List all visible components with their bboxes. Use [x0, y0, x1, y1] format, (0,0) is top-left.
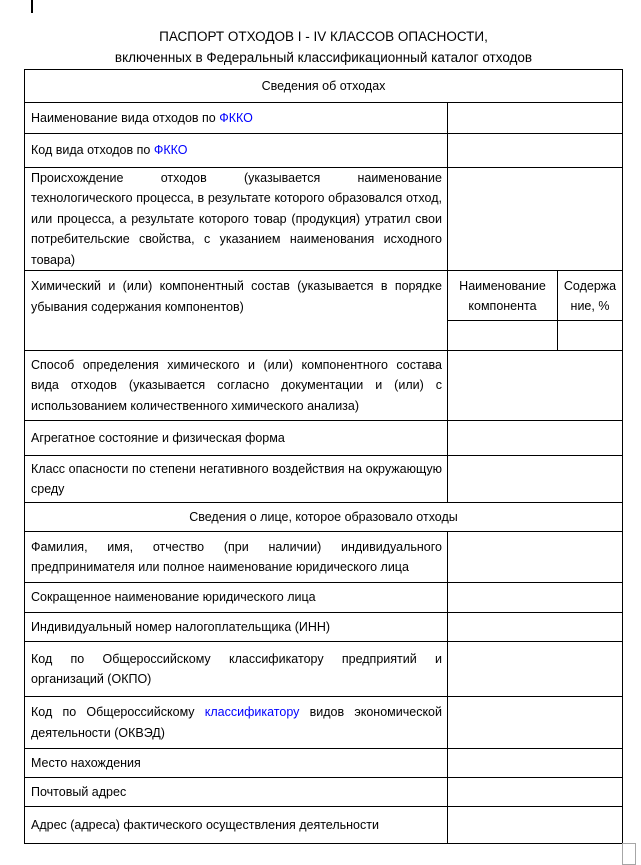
- label-text: Индивидуальный номер налогоплательщика (ИНН): [31, 619, 331, 634]
- cell-text: [31, 459, 442, 500]
- document-title: [24, 26, 623, 68]
- value-cell[interactable]: [448, 532, 622, 582]
- chem-subheader-component: [448, 271, 558, 321]
- cell-text: [31, 649, 442, 690]
- cell-text: [31, 587, 442, 608]
- cell-text: [31, 168, 442, 270]
- value-cell[interactable]: [448, 351, 622, 420]
- hyperlink[interactable]: ФККО: [153, 143, 188, 158]
- row-okpo: [25, 642, 622, 697]
- row-inn: [25, 613, 622, 642]
- label-text: Класс опасности по степени негативного воздействия на окружающую среду: [31, 461, 442, 496]
- section-person-info: [25, 503, 622, 532]
- row-label: [25, 103, 448, 133]
- row-label: [25, 271, 448, 350]
- row-waste-code-fkko: [25, 134, 622, 168]
- value-cell[interactable]: [448, 421, 622, 455]
- cell-text: [31, 702, 442, 743]
- document-title-line1: ПАСПОРТ ОТХОДОВ I - IV КЛАССОВ ОПАСНОСТИ,: [159, 29, 488, 44]
- label-text: Способ определения химического и (или) компонентного состава вида отходов (указывается согласно документации и (или) с использованием количественного химического анализа): [31, 357, 442, 413]
- chem-component-value-cell[interactable]: [448, 321, 558, 350]
- row-label: [25, 421, 448, 455]
- value-cell[interactable]: [448, 642, 622, 696]
- row-label: [25, 351, 448, 420]
- cell-text: [31, 815, 442, 836]
- label-text: Фамилия, имя, отчество (при наличии) индивидуального предпринимателя или полное наименование юридического лица: [31, 539, 442, 574]
- row-method: [25, 351, 622, 421]
- row-okved: [25, 697, 622, 749]
- label-text: Почтовый адрес: [31, 784, 127, 799]
- row-origin: [25, 168, 622, 271]
- chem-subheader-content-text: Содержание, %: [563, 278, 617, 313]
- section-header: [25, 503, 622, 531]
- value-cell[interactable]: [448, 583, 622, 612]
- row-postal-address: [25, 778, 622, 807]
- row-chem-composition: [25, 271, 622, 351]
- cell-text: [31, 428, 442, 449]
- chem-subheader-component-text: Наименование компонента: [459, 278, 546, 313]
- label-text: Наименование вида отходов по: [31, 110, 220, 125]
- value-cell[interactable]: [448, 103, 622, 133]
- cell-text: [31, 108, 442, 129]
- row-location: [25, 749, 622, 778]
- label-text: Код по Общероссийскому: [31, 705, 205, 719]
- hyperlink[interactable]: классификатору: [204, 705, 300, 719]
- value-cell[interactable]: [448, 613, 622, 641]
- row-label: [25, 613, 448, 641]
- cell-text: [31, 753, 442, 774]
- row-label: [25, 532, 448, 582]
- label-text: Агрегатное состояние и физическая форма: [31, 430, 285, 445]
- value-cell[interactable]: [448, 168, 622, 270]
- label-text: видов экономической деятельности (ОКВЭД): [31, 705, 442, 740]
- row-label: [25, 168, 448, 270]
- row-hazard-class: [25, 456, 622, 503]
- value-cell[interactable]: [448, 697, 622, 748]
- row-label: [25, 134, 448, 167]
- value-cell[interactable]: [448, 456, 622, 502]
- label-text: Происхождение отходов (указывается наименование технологического процесса, в результате которого образовался отход, или процесса, а результате которого товар (продукция) утратил свои потребительские свойства, с указанием наименования исходного товара): [31, 170, 442, 267]
- label-text: Сокращенное наименование юридического лица: [31, 590, 316, 605]
- row-label: [25, 456, 448, 502]
- row-aggregate-state: [25, 421, 622, 456]
- row-label: [25, 642, 448, 696]
- hyperlink[interactable]: ФККО: [219, 110, 253, 125]
- cell-text: [31, 782, 442, 803]
- label-text: Место нахождения: [31, 755, 141, 770]
- chem-content-value-cell[interactable]: [558, 321, 622, 350]
- section-header-text: Сведения об отходах: [261, 78, 386, 93]
- section-waste-info: [25, 70, 622, 103]
- row-label: [25, 778, 448, 806]
- label-text: Адрес (адреса) фактического осуществления деятельности: [31, 817, 379, 832]
- cell-text: [31, 537, 442, 578]
- document-title-line2: включенных в Федеральный классификационный каталог отходов: [114, 50, 533, 65]
- row-person-fio: [25, 532, 622, 583]
- row-short-name: [25, 583, 622, 613]
- value-cell[interactable]: [448, 807, 622, 843]
- waste-table: [24, 69, 623, 844]
- row-waste-name-fkko: [25, 103, 622, 134]
- section-header-text: Сведения о лице, которое образовало отходы: [189, 509, 458, 524]
- cell-text: [31, 276, 442, 317]
- label-text: Химический и (или) компонентный состав (указывается в порядке убывания содержания компонентов): [31, 279, 442, 314]
- label-text: Код по Общероссийскому классификатору предприятий и организаций (ОКПО): [31, 651, 442, 686]
- row-label: [25, 749, 448, 777]
- row-label: [25, 807, 448, 843]
- value-cell[interactable]: [448, 134, 622, 167]
- row-activity-address: [25, 807, 622, 843]
- text-cursor: [31, 0, 33, 13]
- table-resize-handle[interactable]: [622, 843, 636, 865]
- chem-subheader-content: [558, 271, 622, 321]
- value-cell[interactable]: [448, 749, 622, 777]
- row-label: [25, 697, 448, 748]
- cell-text: [31, 140, 442, 161]
- cell-text: [31, 617, 442, 638]
- label-text: Код вида отходов по: [31, 143, 154, 158]
- value-cell[interactable]: [448, 778, 622, 806]
- section-header: [25, 70, 622, 102]
- cell-text: [31, 355, 442, 417]
- row-label: [25, 583, 448, 612]
